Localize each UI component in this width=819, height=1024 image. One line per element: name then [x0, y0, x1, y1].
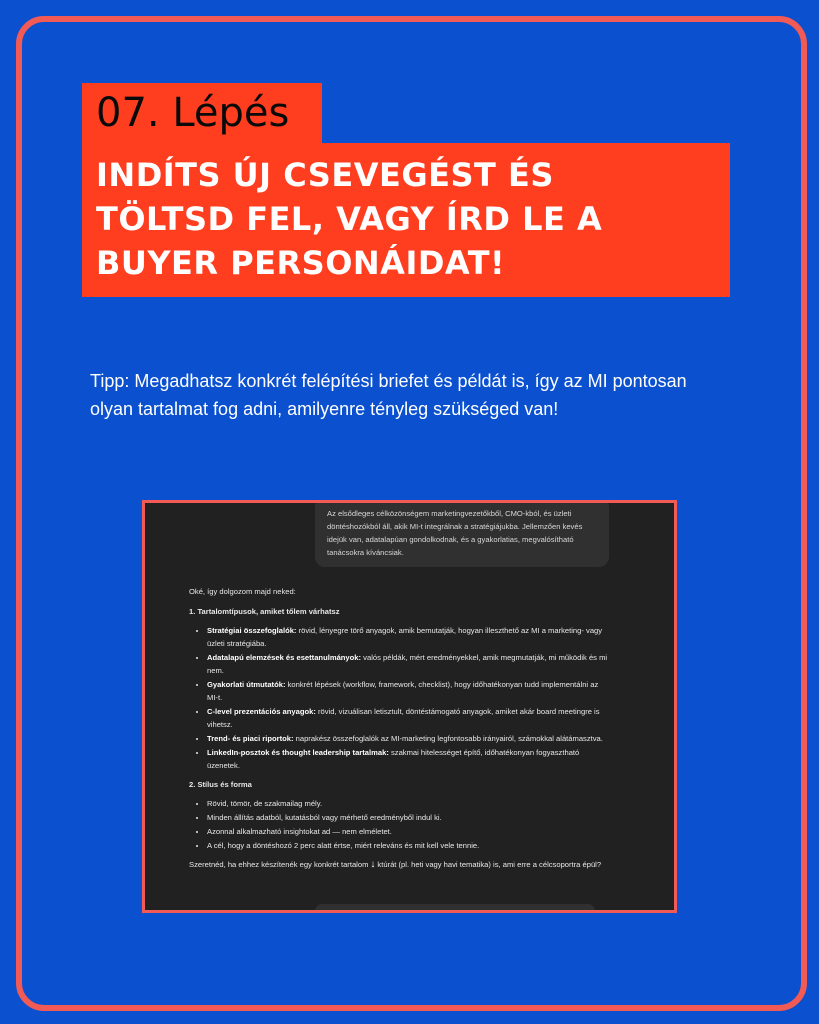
item-bold: Trend- és piaci riportok: [207, 734, 294, 743]
item-text: konkrét lépések (workflow, framework, checklist), hogy időhatékonyan tudd implementálni az MI-t. [207, 680, 599, 702]
list-item: • Rövid, tömör, de szakmailag mély. [207, 797, 609, 810]
section-2-title: 2. Stílus és forma [189, 780, 252, 789]
section-1-list [189, 624, 609, 772]
assistant-response [189, 585, 609, 878]
item-text: rövid, lényegre törő anyagok, amik bemutatják, hogyan illeszthető az MI a marketing- vagy üzleti stratégiába. [207, 626, 603, 648]
closing-text-end: ktúrát (pl. heti vagy havi tematika) is, ami erre a célcsoportra épül? [377, 860, 602, 869]
list-item [207, 732, 609, 745]
item-bold: C-level prezentációs anyagok: [207, 707, 316, 716]
list-item: • A cél, hogy a döntéshozó 2 perc alatt értse, miért releváns és mit kell vele tennie. [207, 839, 609, 852]
item-text: rövid, vizuálisan letisztult, döntéstámogató anyagok, amiket akár board meetingre is vihetsz. [207, 707, 600, 729]
message-composer[interactable] [315, 904, 595, 913]
closing-text-start: Szeretnéd, ha ehhez készítenék egy konkrét tartalom [189, 860, 369, 869]
section-1-title: 1. Tartalomtípusok, amiket tőlem várhatsz [189, 607, 340, 616]
list-item [207, 746, 609, 772]
response-closing [189, 858, 609, 871]
step-label: 07. Lépés [82, 83, 322, 143]
scroll-down-arrow-icon[interactable]: ↓ [370, 859, 376, 870]
item-bold: Stratégiai összefoglalók: [207, 626, 297, 635]
list-item: • Minden állítás adatból, kutatásból vagy mérhető eredményből indul ki. [207, 811, 609, 824]
headline-line-1: INDÍTS ÚJ CSEVEGÉST ÉS [96, 156, 554, 194]
headline-line-2: TÖLTSD FEL, VAGY ÍRD LE A [96, 200, 603, 238]
item-bold: Gyakorlati útmutatók: [207, 680, 286, 689]
chat-screenshot [142, 500, 677, 913]
tip-text: Tipp: Megadhatsz konkrét felépítési briefet és példát is, így az MI pontosan olyan tartalmat fog adni, amilyenre tényleg szükséged van! [90, 371, 687, 419]
list-item [207, 678, 609, 704]
item-bold: LinkedIn-posztok és thought leadership tartalmak: [207, 748, 389, 757]
section-2-list [189, 797, 609, 852]
list-item: • Azonnal alkalmazható insightokat ad — nem elméletet. [207, 825, 609, 838]
item-text: naprakész összefoglalók az MI-marketing legfontosabb irányairól, számokkal alátámasztva. [293, 734, 603, 743]
list-item [207, 705, 609, 731]
item-bold: Adatalapú elemzések és esettanulmányok: [207, 653, 362, 662]
headline-line-3: BUYER PERSONÁIDAT! [96, 244, 506, 282]
list-item [207, 624, 609, 650]
response-intro: Oké, így dolgozom majd neked: [189, 587, 296, 596]
user-message-bubble: Az elsődleges célközönségem marketingvezetőkből, CMO-kból, és üzleti döntéshozókból áll, akik MI-t integrálnak a stratégiájukba. Jellemzően kevés idejük van, adatalapúan gondolkodnak, és a gyakorlatias, megvalósítható tanácsokra kíváncsiak. [315, 500, 609, 567]
item-text: szakmai hitelességet építő, időhatékonyan fogyasztható üzenetek. [207, 748, 580, 770]
headline [82, 143, 730, 297]
list-item [207, 651, 609, 677]
item-text: valós példák, mért eredményekkel, amik megmutatják, mi működik és mi nem. [207, 653, 608, 675]
